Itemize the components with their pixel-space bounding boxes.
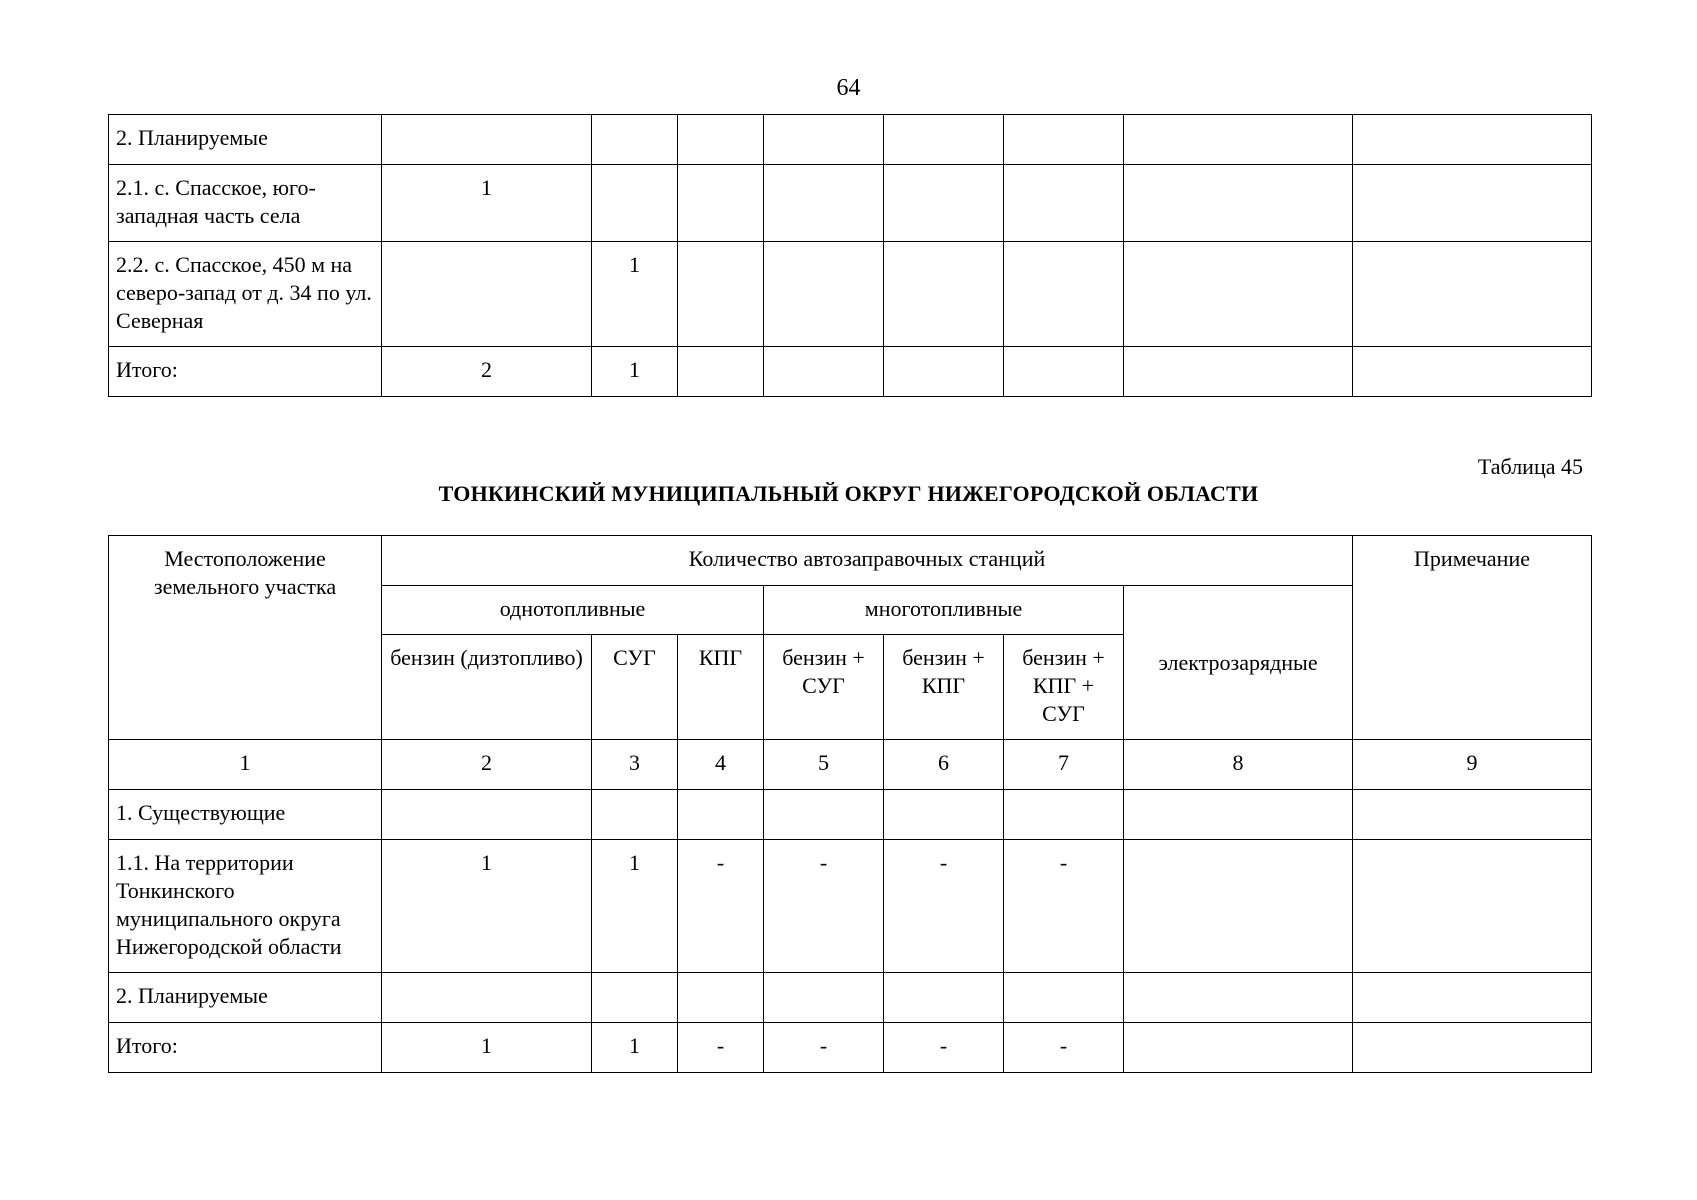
cell — [592, 790, 678, 840]
cell — [1353, 165, 1592, 242]
header-petrol: бензин (дизтопливо) — [382, 635, 592, 740]
cell — [1124, 1023, 1353, 1073]
cell — [678, 790, 764, 840]
cell — [884, 973, 1004, 1023]
cell — [592, 115, 678, 165]
cell — [764, 242, 884, 347]
cell: 1 — [592, 347, 678, 397]
cell — [678, 115, 764, 165]
cell — [1004, 347, 1124, 397]
continuation-table — [108, 114, 1592, 397]
cell: 1 — [382, 840, 592, 973]
header-single-fuel: однотопливные — [382, 586, 764, 635]
cell: 1 — [592, 840, 678, 973]
cell — [764, 973, 884, 1023]
cell — [884, 347, 1004, 397]
cell: - — [764, 1023, 884, 1073]
cell — [678, 347, 764, 397]
header-note: Примечание — [1353, 536, 1592, 740]
table-row — [109, 790, 1592, 840]
cell — [1124, 973, 1353, 1023]
column-number: 5 — [764, 740, 884, 790]
cell — [1353, 1023, 1592, 1073]
cell: - — [764, 840, 884, 973]
cell: 1 — [382, 1023, 592, 1073]
cell — [764, 115, 884, 165]
column-number-row — [109, 740, 1592, 790]
table-row — [109, 165, 1592, 242]
row-label: 2. Планируемые — [109, 115, 382, 165]
header-electric: электрозарядные — [1124, 586, 1353, 740]
cell: 2 — [382, 347, 592, 397]
column-number: 8 — [1124, 740, 1353, 790]
header-location: Местоположение земельного участка — [109, 536, 382, 740]
cell — [1353, 115, 1592, 165]
row-label: 2.2. с. Спасское, 450 м на северо-запад от д. 34 по ул. Северная — [109, 242, 382, 347]
table-row — [109, 840, 1592, 973]
header-multi-fuel: многотопливные — [764, 586, 1124, 635]
table-label: Таблица 45 — [1477, 454, 1583, 479]
column-number: 6 — [884, 740, 1004, 790]
table-row — [109, 347, 1592, 397]
column-number: 2 — [382, 740, 592, 790]
table-row — [109, 115, 1592, 165]
cell — [678, 973, 764, 1023]
cell — [884, 165, 1004, 242]
cell — [1353, 840, 1592, 973]
row-label: 1. Существующие — [109, 790, 382, 840]
cell — [1353, 790, 1592, 840]
header-count: Количество автозаправочных станций — [382, 536, 1353, 586]
page-number: 64 — [836, 75, 861, 101]
cell: 1 — [592, 1023, 678, 1073]
header-kpg: КПГ — [678, 635, 764, 740]
cell — [764, 165, 884, 242]
table-row — [109, 1023, 1592, 1073]
table-row — [109, 973, 1592, 1023]
cell — [382, 790, 592, 840]
row-label: 1.1. На территории Тонкинского муниципального округа Нижегородской области — [109, 840, 382, 973]
cell — [1124, 347, 1353, 397]
cell — [764, 790, 884, 840]
row-label: 2. Планируемые — [109, 973, 382, 1023]
cell — [764, 347, 884, 397]
cell — [678, 165, 764, 242]
header-row — [109, 536, 1592, 586]
cell — [1124, 840, 1353, 973]
cell — [592, 165, 678, 242]
cell — [884, 790, 1004, 840]
table-row — [109, 242, 1592, 347]
cell — [382, 973, 592, 1023]
cell — [1353, 242, 1592, 347]
row-label: Итого: — [109, 1023, 382, 1073]
cell — [592, 973, 678, 1023]
cell — [884, 242, 1004, 347]
column-number: 9 — [1353, 740, 1592, 790]
row-label: Итого: — [109, 347, 382, 397]
cell — [1004, 790, 1124, 840]
cell: 1 — [592, 242, 678, 347]
cell — [678, 242, 764, 347]
cell — [1004, 115, 1124, 165]
column-number: 4 — [678, 740, 764, 790]
header-petrol-sug: бензин + СУГ — [764, 635, 884, 740]
cell — [382, 242, 592, 347]
header-petrol-kpg: бензин + КПГ — [884, 635, 1004, 740]
cell: 1 — [382, 165, 592, 242]
cell — [1353, 973, 1592, 1023]
header-sug: СУГ — [592, 635, 678, 740]
cell: - — [1004, 1023, 1124, 1073]
cell — [382, 115, 592, 165]
cell — [1004, 242, 1124, 347]
cell: - — [884, 840, 1004, 973]
cell — [1004, 973, 1124, 1023]
cell — [884, 115, 1004, 165]
cell — [1124, 790, 1353, 840]
cell — [1004, 165, 1124, 242]
cell — [1124, 242, 1353, 347]
row-label: 2.1. с. Спасское, юго-западная часть села — [109, 165, 382, 242]
cell: - — [1004, 840, 1124, 973]
cell: - — [678, 840, 764, 973]
cell: - — [884, 1023, 1004, 1073]
column-number: 1 — [109, 740, 382, 790]
cell: - — [678, 1023, 764, 1073]
column-number: 3 — [592, 740, 678, 790]
gas-stations-table — [108, 535, 1592, 1073]
cell — [1353, 347, 1592, 397]
column-number: 7 — [1004, 740, 1124, 790]
cell — [1124, 115, 1353, 165]
header-petrol-kpg-sug: бензин + КПГ + СУГ — [1004, 635, 1124, 740]
table-title: ТОНКИНСКИЙ МУНИЦИПАЛЬНЫЙ ОКРУГ НИЖЕГОРОДСКОЙ ОБЛАСТИ — [438, 481, 1259, 506]
cell — [1124, 165, 1353, 242]
